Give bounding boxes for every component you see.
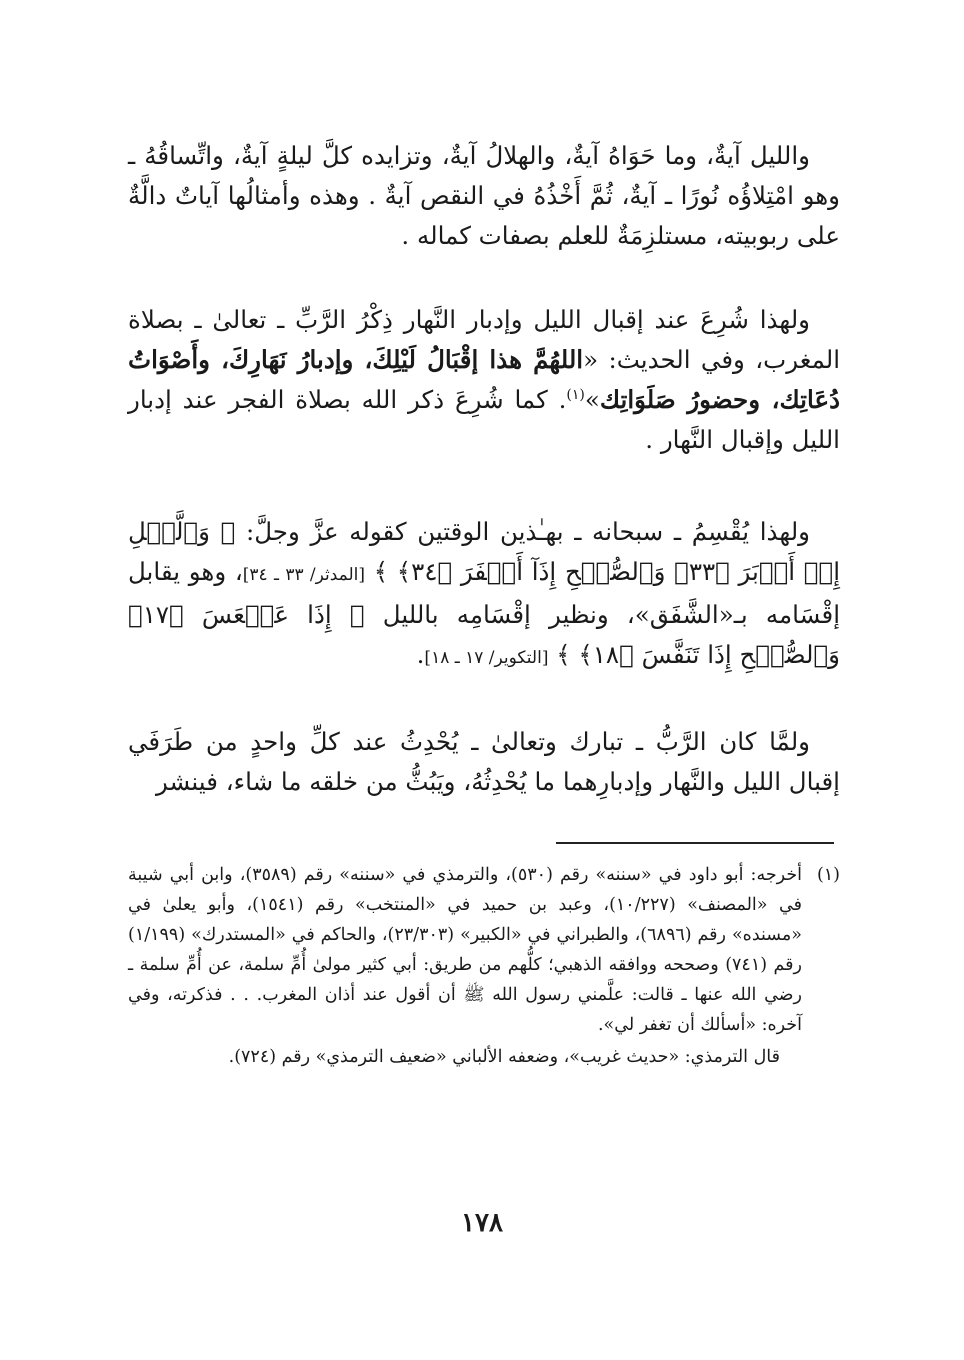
paragraph-text — [128, 512, 840, 678]
hadith-quote: اللهُمَّ هذا إقْبَالُ لَيْلِكَ، وإدبارُ نَهَارِكَ، وأَصْوَاتُ دُعَاتِك، وحضورُ صَلَوَاتِك — [128, 345, 840, 414]
page-number: ١٧٨ — [461, 1208, 503, 1238]
quran-verse-2: ﴿ إِذَا عَسۡعَسَ ﴿١٧﴾ وَٱلصُّبۡحِ إِذَا تَنَفَّسَ ﴿١٨﴾ ﴾ — [128, 600, 840, 669]
paragraph-intro: ولهذا شُرِعَ عند إقبال الليل وإدبار النَّهار ذِكْرُ الرَّبِّ ـ تعالىٰ ـ بصلاة المغرب، وفي الحديث: « — [128, 305, 841, 374]
footnote-1 — [128, 860, 840, 1072]
paragraph-middle: ، وهو يقابل إقْسَامه بـ«الشَّفَق»، ونظير إقْسَامِه بالليل — [128, 557, 841, 629]
quran-verse-1: ﴿ وَٱلَّيۡلِ إِذۡ أَدۡبَرَ ﴿٣٣﴾ وَٱلصُّبۡحِ إِذَآ أَسۡفَرَ ﴿٣٤﴾ ﴾ — [128, 517, 841, 586]
body-paragraph-2 — [128, 300, 840, 460]
paragraph-end: . — [416, 640, 425, 669]
paragraph-text: والليل آيةٌ، وما حَوَاهُ آيةٌ، والهلالُ آيةٌ، وتزايده كلَّ ليلةٍ آيةٌ، واتِّساقُهُ ـ وهو امْتِلاؤُه نُورًا ـ آيةٌ، ثُمَّ أَخْذُهُ في النقص آيةٌ . وهذه وأمثالُها آياتٌ دالَّةٌ على ربوبيته، مستلزِمَةٌ للعلم بصفات كماله . — [128, 141, 840, 250]
verse-reference-2: [التكوير/ ١٧ ـ ١٨] — [424, 648, 549, 668]
footnote-text: أخرجه: أبو داود في «سننه» رقم (٥٣٠)، والترمذي في «سننه» رقم (٣٥٨٩)، وابن أبي شيبة في «المصنف» (١٠/٢٢٧)، وعبد بن حميد في «المنتخب» رقم (١٥٤١)، وأبو يعلىٰ في «مسنده» رقم (٦٨٩٦)، والطبراني في «الكبير» (٢٣/٣٠٣)، والحاكم في «المستدرك» (١/١٩٩) رقم (٧٤١) وصححه ووافقه الذهبي؛ كلُّهم من طريق: أبي كثير مولىٰ أُمِّ سلمة، عن أُمِّ سلمة ـ رضي الله عنها ـ قالت: علَّمني رسول الله ﷺ أن أقول عند أذان المغرب. . . فذكرته، وفي آخره: «أسألك أن تغفر لي». — [128, 865, 803, 1035]
footnote-number: (١) — [816, 865, 840, 885]
paragraph-text — [128, 300, 840, 460]
footnote-marker[interactable]: (١) — [566, 386, 585, 403]
footnote-body — [128, 860, 802, 1072]
body-paragraph-1 — [128, 136, 840, 256]
footnotes — [128, 860, 840, 1072]
body-paragraph-3 — [128, 512, 840, 678]
quote-close: » — [584, 385, 600, 414]
paragraph-text: ولمَّا كان الرَّبُّ ـ تبارك وتعالىٰ ـ يُحْدِثُ عند كلِّ واحدٍ من طَرَفَي إقبال الليل والنَّهار وإدبارِهما ما يُحْدِثُهُ، ويَبُثُّ من خلقه ما شاء، فينشر — [128, 727, 840, 796]
footnote-separator — [556, 842, 834, 844]
paragraph-rest: . كما شُرِعَ ذكر الله بصلاة الفجر عند إدبار الليل وإقبال النَّهار . — [128, 385, 840, 454]
footnote-continuation: قال الترمذي: «حديث غريب»، وضعفه الألباني «ضعيف الترمذي» رقم (٧٢٤). — [228, 1047, 780, 1067]
verse-reference-1: [المدثر/ ٣٣ ـ ٣٤] — [242, 565, 366, 585]
body-paragraph-4 — [128, 722, 840, 802]
paragraph-intro: ولهذا يُقْسِمُ ـ سبحانه ـ بهـٰذين الوقتين كقوله عزَّ وجلَّ: — [246, 517, 810, 546]
